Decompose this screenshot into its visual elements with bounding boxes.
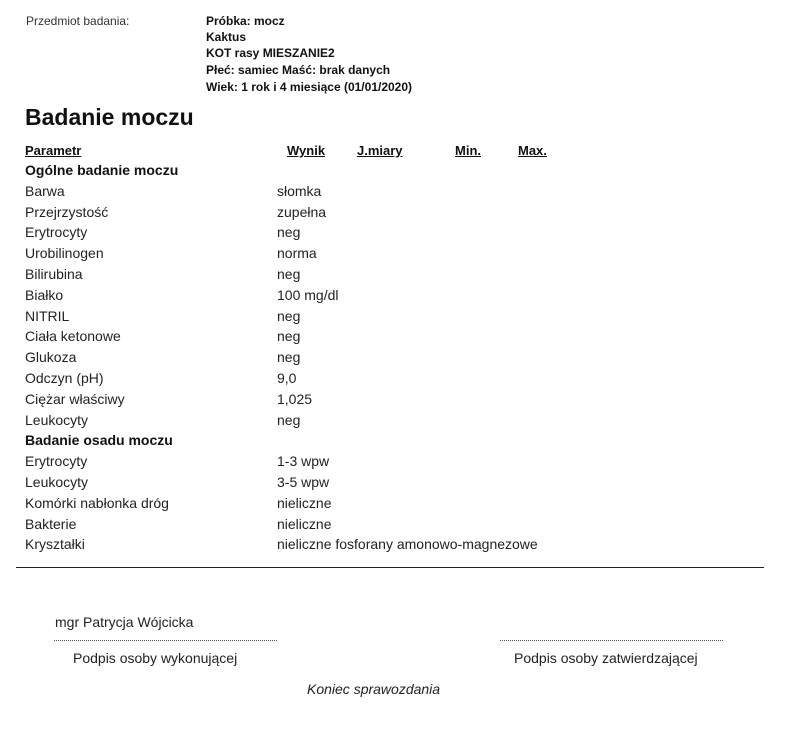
row-result: nieliczne <box>277 516 332 532</box>
row-result: nieliczne <box>277 495 332 511</box>
row-param: Erytrocyty <box>25 453 88 469</box>
row-result: norma <box>277 245 317 261</box>
subject-label: Przedmiot badania: <box>26 14 130 28</box>
row-result: neg <box>277 308 301 324</box>
subject-line-sex: Płeć: samiec Maść: brak danych <box>206 63 391 77</box>
subject-line-age: Wiek: 1 rok i 4 miesiące (01/01/2020) <box>206 80 413 94</box>
approver-signature-label: Podpis osoby zatwierdzającej <box>514 650 698 666</box>
subject-line-sample: Próbka: mocz <box>206 14 285 28</box>
row-param: Białko <box>25 287 64 303</box>
row-param: Kryształki <box>25 536 85 552</box>
row-param: Urobilinogen <box>25 245 104 261</box>
row-result: 100 mg/dl <box>277 287 339 303</box>
row-result: 1-3 wpw <box>277 453 330 469</box>
performer-signature-label: Podpis osoby wykonującej <box>73 650 238 666</box>
row-param: Bakterie <box>25 516 77 532</box>
header-unit: J.miary <box>357 143 403 158</box>
row-result: neg <box>277 266 301 282</box>
subject-line-name: Kaktus <box>206 30 247 44</box>
divider <box>16 567 764 568</box>
subject-line-species: KOT rasy MIESZANIE2 <box>206 46 335 60</box>
performer-signature-line <box>54 640 277 641</box>
row-param: NITRIL <box>25 308 70 324</box>
row-param: Bilirubina <box>25 266 83 282</box>
page-title: Badanie moczu <box>25 104 194 130</box>
row-param: Glukoza <box>25 349 77 365</box>
report-end-note: Koniec sprawozdania <box>307 681 441 697</box>
row-param: Ciała ketonowe <box>25 328 121 344</box>
row-param: Barwa <box>25 183 65 199</box>
row-param: Komórki nabłonka dróg <box>25 495 169 511</box>
row-result: neg <box>277 328 301 344</box>
performer-name: mgr Patrycja Wójcicka <box>55 614 194 630</box>
header-min: Min. <box>455 143 481 158</box>
row-result: neg <box>277 412 301 428</box>
row-result: 3-5 wpw <box>277 474 330 490</box>
row-param: Ciężar właściwy <box>25 391 125 407</box>
row-param: Erytrocyty <box>25 224 88 240</box>
row-param: Leukocyty <box>25 474 89 490</box>
header-result: Wynik <box>287 143 326 158</box>
row-result: neg <box>277 224 301 240</box>
row-result: 1,025 <box>277 391 313 407</box>
row-result: słomka <box>277 183 322 199</box>
row-param: Odczyn (pH) <box>25 370 104 386</box>
row-result: zupełna <box>277 204 327 220</box>
row-result: nieliczne fosforany amonowo-magnezowe <box>277 536 538 552</box>
section-heading: Ogólne badanie moczu <box>25 162 179 178</box>
approver-signature-line <box>500 640 723 641</box>
header-param: Parametr <box>25 143 82 158</box>
row-param: Przejrzystość <box>25 204 109 220</box>
header-max: Max. <box>518 143 547 158</box>
row-result: 9,0 <box>277 370 297 386</box>
row-param: Leukocyty <box>25 412 89 428</box>
row-result: neg <box>277 349 301 365</box>
section-heading: Badanie osadu moczu <box>25 432 173 448</box>
